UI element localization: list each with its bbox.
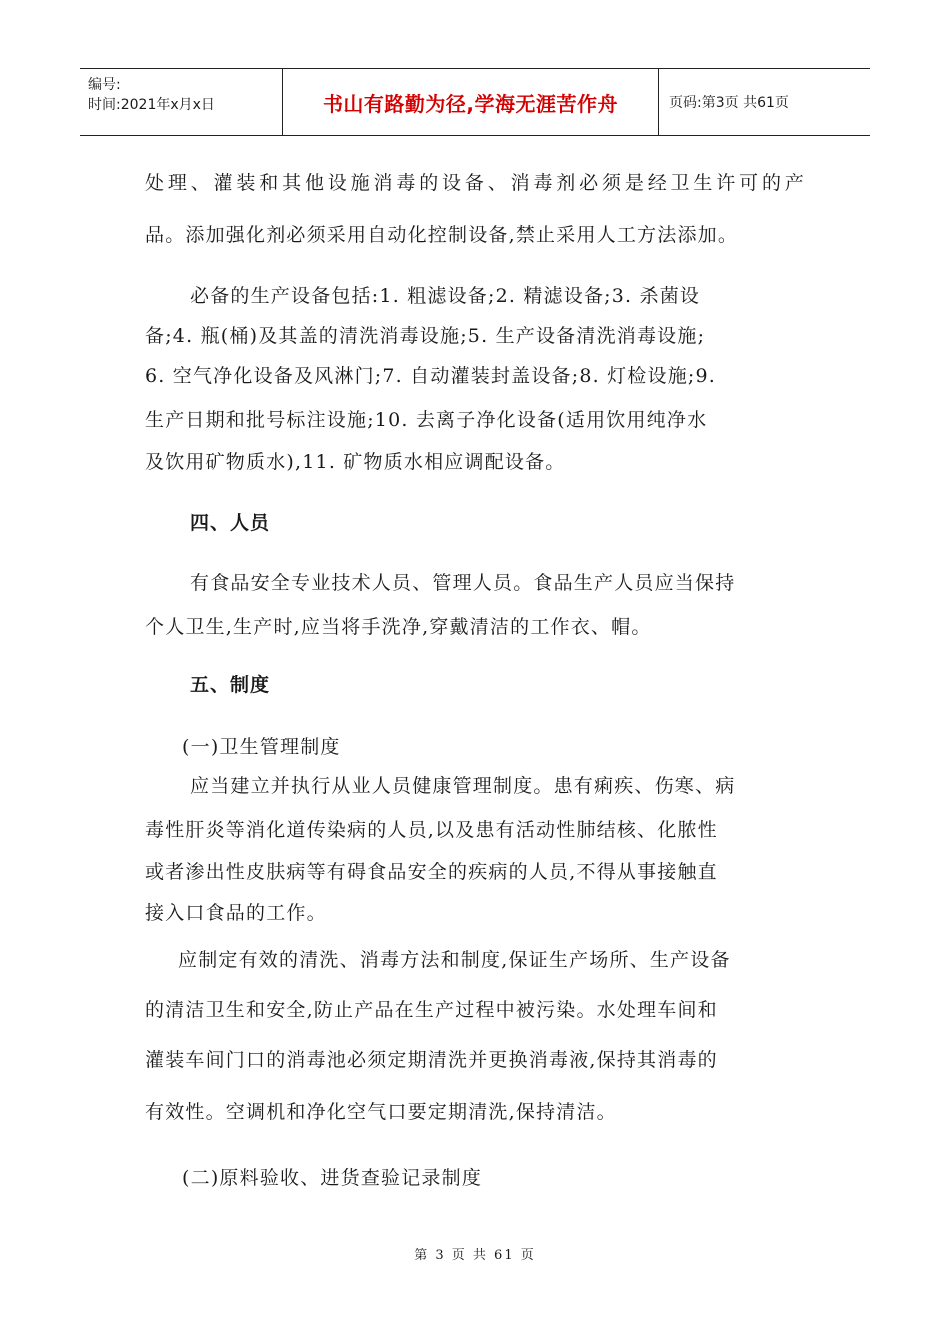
subsection-heading-inspection: (二)原料验收、进货查验记录制度 (182, 1167, 483, 1189)
document-time-label: 时间:2021年x月x日 (88, 97, 215, 113)
paragraph-line: 必备的生产设备包括:1. 粗滤设备;2. 精滤设备;3. 杀菌设 (190, 285, 701, 307)
page-header (80, 68, 870, 136)
page-footer: 第 3 页 共 61 页 (414, 1248, 536, 1263)
paragraph-line: 应制定有效的清洗、消毒方法和制度,保证生产场所、生产设备 (178, 949, 731, 971)
paragraph-line: 有效性。空调机和净化空气口要定期清洗,保持清洁。 (145, 1101, 617, 1123)
paragraph-line: 处理、灌装和其他设施消毒的设备、消毒剂必须是经卫生许可的产 (145, 172, 805, 194)
document-number-label: 编号: (88, 77, 121, 93)
paragraph-line: 备;4. 瓶(桶)及其盖的清洗消毒设施;5. 生产设备清洗消毒设施; (145, 325, 706, 347)
paragraph-line: 及饮用矿物质水),11. 矿物质水相应调配设备。 (145, 451, 566, 473)
paragraph-line: 品。添加强化剂必须采用自动化控制设备,禁止采用人工方法添加。 (145, 224, 739, 246)
paragraph-line: 生产日期和批号标注设施;10. 去离子净化设备(适用饮用纯净水 (145, 409, 708, 431)
paragraph-line: 接入口食品的工作。 (145, 902, 327, 924)
paragraph-line: 毒性肝炎等消化道传染病的人员,以及患有活动性肺结核、化脓性 (145, 819, 718, 841)
paragraph-line: 个人卫生,生产时,应当将手洗净,穿戴清洁的工作衣、帽。 (145, 616, 652, 638)
paragraph-line: 或者渗出性皮肤病等有碍食品安全的疾病的人员,不得从事接触直 (145, 861, 718, 883)
header-meta (80, 69, 283, 135)
section-heading-personnel: 四、人员 (190, 512, 271, 534)
paragraph-line: 的清洁卫生和安全,防止产品在生产过程中被污染。水处理车间和 (145, 999, 718, 1021)
section-heading-rules: 五、制度 (190, 674, 271, 696)
paragraph-line: 6. 空气净化设备及风淋门;7. 自动灌装封盖设备;8. 灯检设施;9. (145, 365, 717, 387)
header-page-info: 页码:第3页 共61页 (669, 95, 789, 111)
paragraph-line: 灌装车间门口的消毒池必须定期清洗并更换消毒液,保持其消毒的 (145, 1049, 718, 1071)
paragraph-line: 应当建立并执行从业人员健康管理制度。患有痢疾、伤寒、病 (190, 775, 736, 797)
header-motto: 书山有路勤为径,学海无涯苦作舟 (283, 69, 659, 135)
subsection-heading-hygiene: (一)卫生管理制度 (182, 736, 341, 758)
paragraph-line: 有食品安全专业技术人员、管理人员。食品生产人员应当保持 (190, 572, 736, 594)
